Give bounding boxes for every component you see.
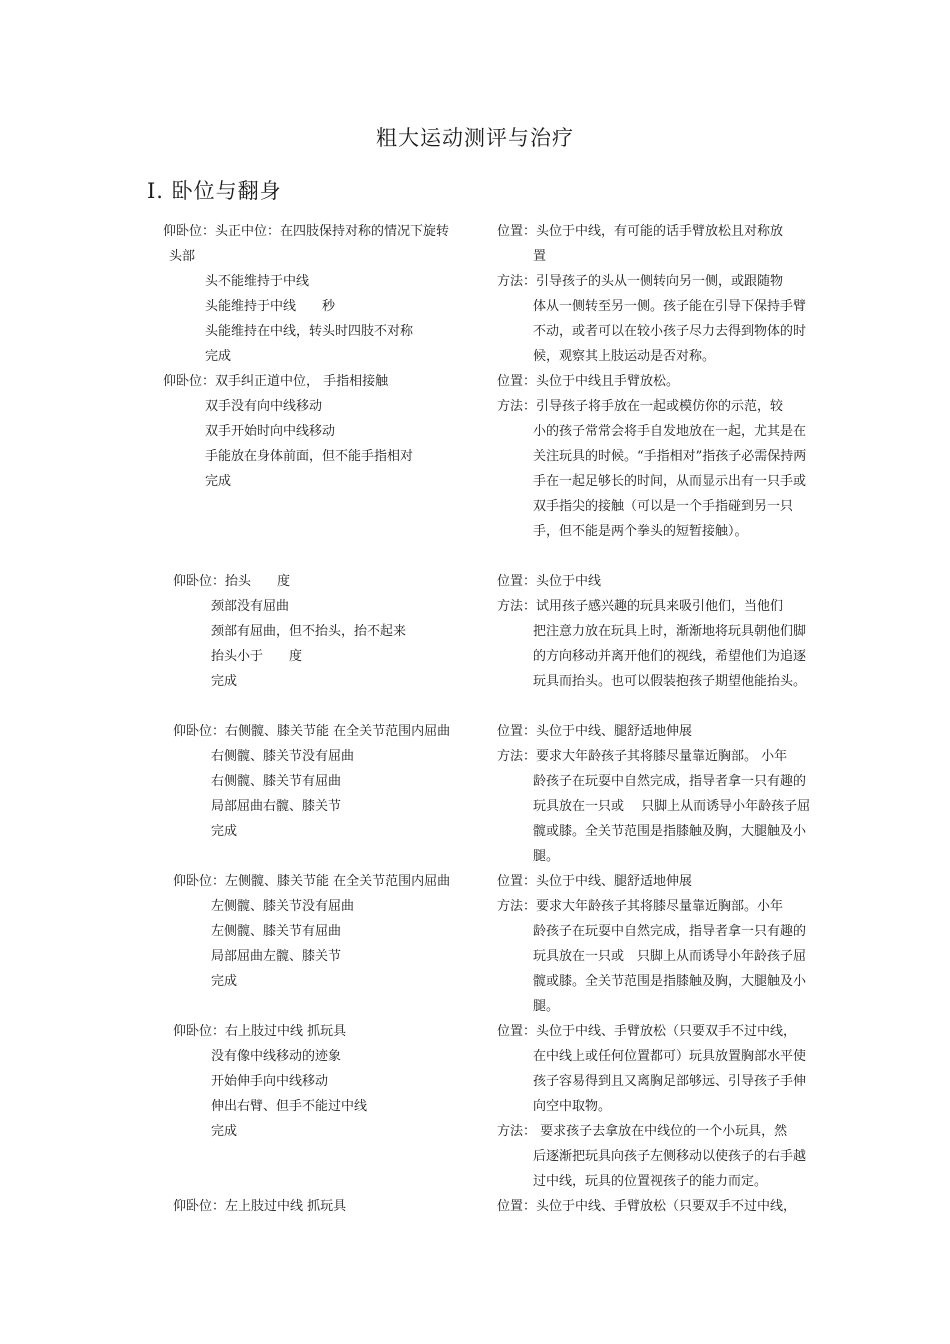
option: 伸出右臂、但手不能过中线 (211, 1099, 368, 1114)
option: 头不能维持于中线 (205, 274, 310, 289)
item-3-left (173, 569, 503, 694)
method-text: 方法：要求大年龄孩子其将膝尽量靠近胸部。小年 (497, 899, 784, 914)
method-cont: 后逐渐把玩具向孩子左侧移动以使孩子的右手越过中线，玩具的位置视孩子的能力而定。 (533, 1149, 807, 1189)
position-cont: 置 (533, 249, 547, 264)
item-heading: 仰卧位：抬头 度 (173, 574, 291, 589)
item-heading: 仰卧位：头正中位：在四肢保持对称的情况下旋转 (163, 224, 450, 239)
item-1-left (163, 219, 493, 369)
option: 手能放在身体前面，但不能手指相对 (205, 449, 414, 464)
item-4-right (497, 719, 817, 869)
method-cont: 龄孩子在玩耍中自然完成，指导者拿一只有趣的玩具放在一只或 只脚上从而诱导小年龄孩子屈髋或膝。全关节范围是指膝触及胸，大腿触及小腿。 (533, 924, 807, 1014)
method-text: 方法：试用孩子感兴趣的玩具来吸引他们，当他们 (497, 599, 784, 614)
position-text: 位置：头位于中线，有可能的话手臂放松且对称放 (497, 224, 784, 239)
item-1-right (497, 219, 817, 369)
option: 左侧髋、膝关节有屈曲 (211, 924, 342, 939)
item-5-right (497, 869, 817, 1019)
option: 完成 (211, 824, 238, 839)
section-heading: Ⅰ. 卧位与翻身 (147, 179, 282, 203)
item-6-right (497, 1019, 817, 1194)
option: 完成 (205, 474, 232, 489)
method-text: 方法：要求大年龄孩子其将膝尽量靠近胸部。 小年 (497, 749, 788, 764)
item-heading: 仰卧位：右上肢过中线 抓玩具 (173, 1024, 347, 1039)
method-cont: 体从一侧转至另一侧。孩子能在引导下保持手臂不动，或者可以在较小孩子尽力去得到物体的时候，观察其上肢运动是否对称。 (533, 299, 807, 364)
position-text: 位置：头位于中线、手臂放松（只要双手不过中线， (497, 1024, 797, 1039)
option: 完成 (211, 974, 238, 989)
item-heading: 仰卧位：左侧髋、膝关节能 在全关节范围内屈曲 (173, 874, 451, 889)
option: 完成 (211, 674, 238, 689)
item-heading: 仰卧位：双手纠正道中位， 手指相接触 (163, 374, 389, 389)
item-7-right (497, 1194, 817, 1219)
item-7-left (173, 1194, 503, 1219)
position-text: 位置：头位于中线且手臂放松。 (497, 374, 680, 389)
position-text: 位置：头位于中线、腿舒适地伸展 (497, 874, 693, 889)
option: 左侧髋、膝关节没有屈曲 (211, 899, 355, 914)
option: 完成 (205, 349, 232, 364)
option: 颈部有屈曲，但不抬头，抬不起来 (211, 624, 407, 639)
item-heading: 仰卧位：右侧髋、膝关节能 在全关节范围内屈曲 (173, 724, 451, 739)
position-text: 位置：头位于中线、手臂放松（只要双手不过中线， (497, 1199, 797, 1214)
item-5-left (173, 869, 503, 994)
method-text: 方法： 要求孩子去拿放在中线位的一个小玩具，然 (497, 1124, 788, 1139)
option: 局部屈曲左髋、膝关节 (211, 949, 342, 964)
option: 完成 (211, 1124, 238, 1139)
item-6-left (173, 1019, 503, 1144)
item-3-right (497, 569, 817, 694)
option: 双手没有向中线移动 (205, 399, 323, 414)
page-title: 粗大运动测评与治疗 (376, 126, 574, 150)
position-text: 位置：头位于中线、腿舒适地伸展 (497, 724, 693, 739)
option: 局部屈曲右髋、膝关节 (211, 799, 342, 814)
option: 抬头小于 度 (211, 649, 303, 664)
item-2-left (163, 369, 493, 494)
option: 开始伸手向中线移动 (211, 1074, 329, 1089)
method-text: 方法：引导孩子的头从一侧转向另一侧，或跟随物 (497, 274, 784, 289)
option: 头能维持于中线 秒 (205, 299, 336, 314)
option: 没有像中线移动的迹象 (211, 1049, 342, 1064)
option: 头能维持在中线，转头时四肢不对称 (205, 324, 414, 339)
item-heading-cont: 头部 (169, 249, 196, 264)
position-text: 位置：头位于中线 (497, 574, 602, 589)
method-cont: 把注意力放在玩具上时，渐渐地将玩具朝他们脚的方向移动并离开他们的视线，希望他们为追逐玩具而抬头。也可以假装抱孩子期望他能抬头。 (533, 624, 807, 689)
method-text: 方法：引导孩子将手放在一起或模仿你的示范，较 (497, 399, 784, 414)
item-2-right (497, 369, 817, 544)
item-4-left (173, 719, 503, 844)
item-heading: 仰卧位：左上肢过中线 抓玩具 (173, 1199, 347, 1214)
option: 右侧髋、膝关节有屈曲 (211, 774, 342, 789)
position-cont: 在中线上或任何位置都可）玩具放置胸部水平使孩子容易得到且又离胸足部够远、引导孩子手伸向空中取物。 (533, 1049, 807, 1114)
option: 右侧髋、膝关节没有屈曲 (211, 749, 355, 764)
method-cont: 小的孩子常常会将手自发地放在一起，尤其是在关注玩具的时候。“手指相对”指孩子必需保持两手在一起足够长的时间，从而显示出有一只手或双手指尖的接触（可以是一个手指碰到另一只手，但不能是两个拳头的短暂接触）。 (533, 424, 807, 539)
option: 双手开始时向中线移动 (205, 424, 336, 439)
method-cont: 龄孩子在玩耍中自然完成，指导者拿一只有趣的玩具放在一只或 只脚上从而诱导小年龄孩子屈髋或膝。全关节范围是指膝触及胸，大腿触及小腿。 (533, 774, 811, 864)
option: 颈部没有屈曲 (211, 599, 290, 614)
